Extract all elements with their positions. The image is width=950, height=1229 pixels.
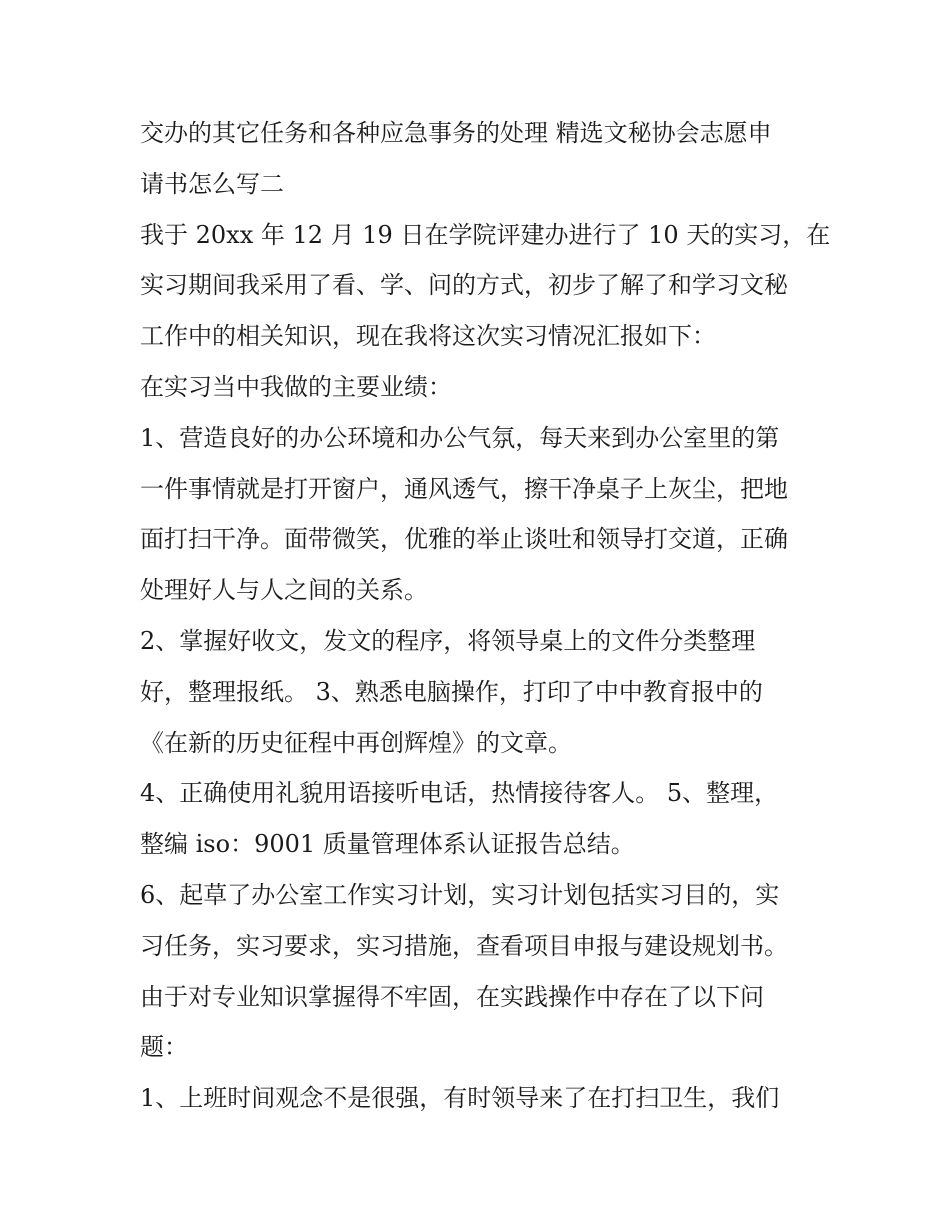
text-line: 好，整理报纸。 3、熟悉电脑操作，打印了中中教育报中的 <box>140 677 763 706</box>
text-line: 交办的其它任务和各种应急事务的处理 精选文秘协会志愿申 <box>140 119 772 147</box>
text-line: 2、掌握好收文，发文的程序，将领导桌上的文件分类整理 <box>140 626 756 655</box>
text-line: 请书怎么写二 <box>140 169 284 198</box>
text-line: 处理好人与人之间的关系。 <box>140 576 428 605</box>
text-line: 6、起草了办公室工作实习计划，实习计划包括实习目的，实 <box>140 880 780 909</box>
text-line: 一件事情就是打开窗户，通风透气，擦干净桌子上灰尘，把地 <box>140 474 788 503</box>
document-body <box>140 108 830 1124</box>
text-line: 1、营造良好的办公环境和办公气氛，每天来到办公室里的第 <box>140 423 780 452</box>
text-line: 我于 20xx 年 12 月 19 日在学院评建办进行了 10 天的实习，在 <box>140 220 831 249</box>
text-line: 1、上班时间观念不是很强，有时领导来了在打扫卫生，我们 <box>140 1084 780 1113</box>
text-line: 面打扫干净。面带微笑，优雅的举止谈吐和领导打交道，正确 <box>140 525 788 554</box>
text-line: 4、正确使用礼貌用语接听电话，热情接待客人。 5、整理， <box>140 779 779 808</box>
text-line: 习任务，实习要求，实习措施，查看项目申报与建设规划书。 <box>140 931 788 960</box>
text-line: 《在新的历史征程中再创辉煌》的文章。 <box>140 728 572 757</box>
text-line: 题： <box>140 1033 188 1062</box>
text-line: 工作中的相关知识，现在我将这次实习情况汇报如下： <box>140 322 716 351</box>
text-line: 由于对专业知识掌握得不牢固，在实践操作中存在了以下问 <box>140 982 764 1011</box>
text-line: 实习期间我采用了看、学、问的方式，初步了解了和学习文秘 <box>140 271 788 300</box>
text-line: 整编 iso：9001 质量管理体系认证报告总结。 <box>140 830 635 859</box>
text-line: 在实习当中我做的主要业绩： <box>140 372 452 401</box>
